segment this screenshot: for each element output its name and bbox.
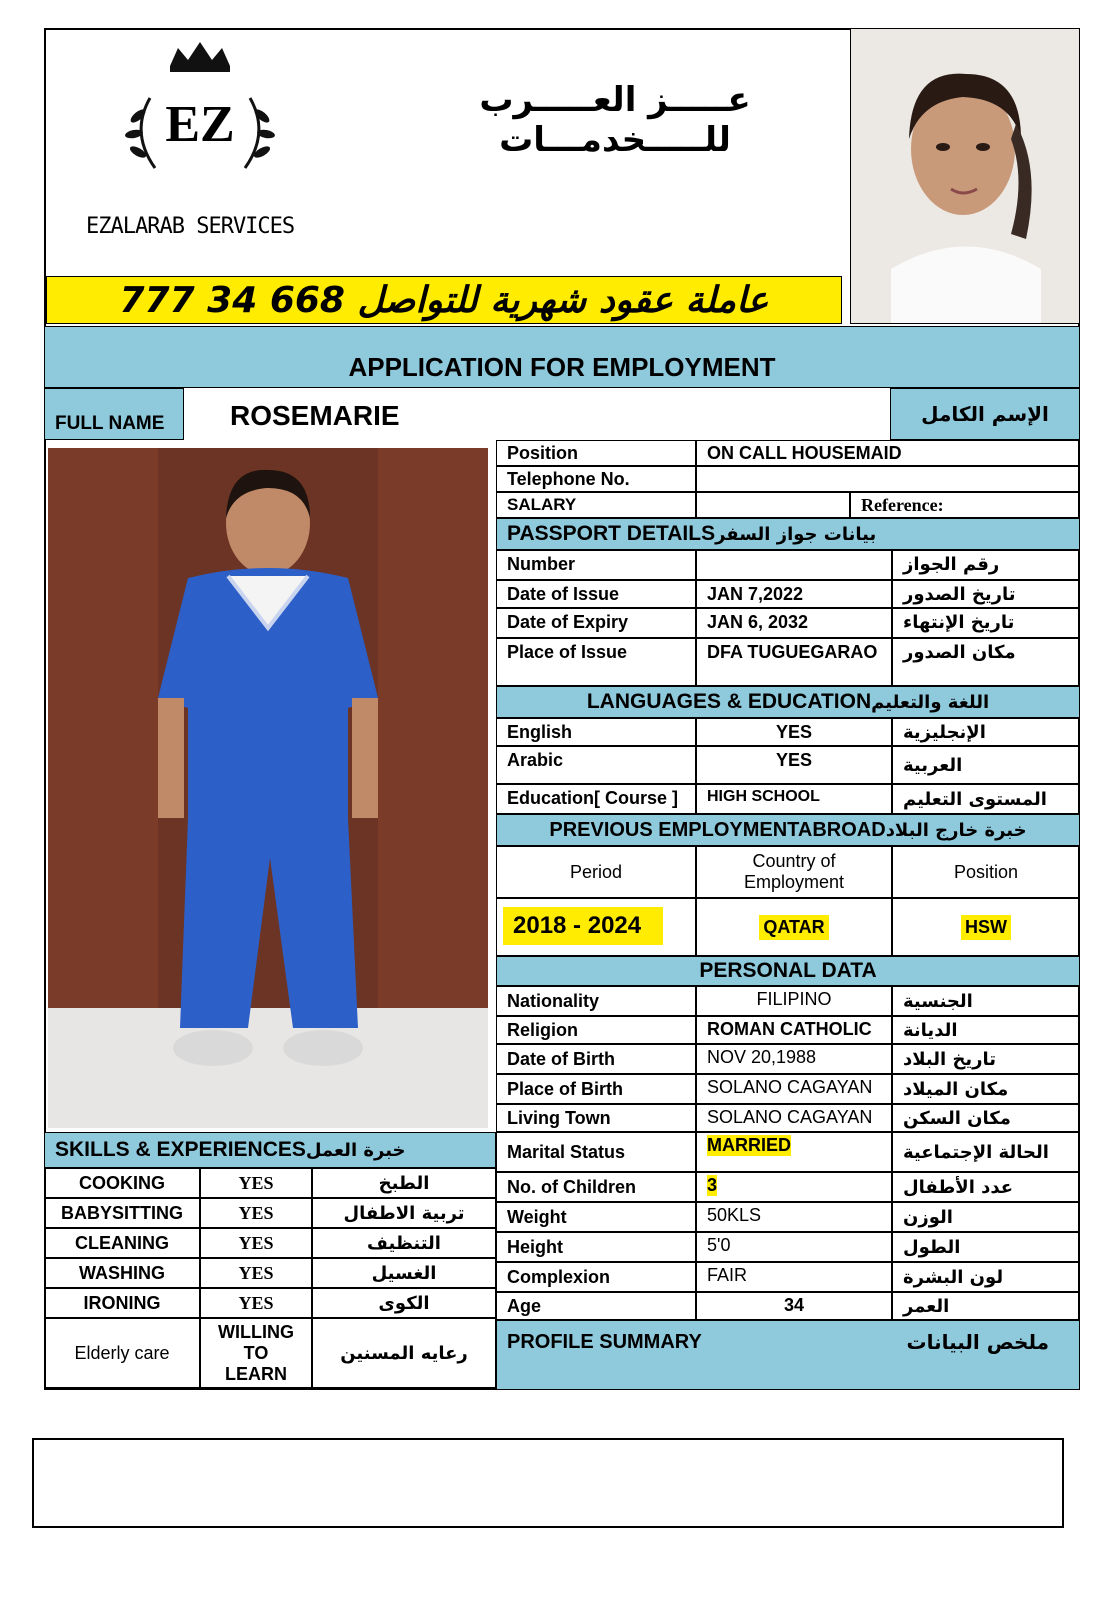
form-title: APPLICATION FOR EMPLOYMENT	[44, 326, 1080, 388]
passport-heading: PASSPORT DETAILS بيانات جواز السفر	[496, 518, 1080, 550]
skill-label: Elderly care	[44, 1318, 200, 1388]
profile-summary-label: PROFILE SUMMARY	[507, 1330, 702, 1353]
personal-value: 5'0	[696, 1232, 892, 1262]
personal-label: Place of Birth	[496, 1074, 696, 1104]
personal-value: 3	[696, 1172, 892, 1202]
skill-label-ar: الكوى	[312, 1288, 496, 1318]
skill-label: BABYSITTING	[44, 1198, 200, 1228]
bottom-notes-box	[32, 1438, 1064, 1528]
passport-label: Date of Expiry	[496, 608, 696, 638]
personal-value: SOLANO CAGAYAN	[696, 1074, 892, 1104]
skill-value: WILLING TO LEARN	[200, 1318, 312, 1388]
passport-label: Number	[496, 550, 696, 580]
period-value: 2018 - 2024	[503, 907, 663, 945]
personal-value: ROMAN CATHOLIC	[696, 1016, 892, 1044]
skill-label-ar: الطبخ	[312, 1168, 496, 1198]
contact-banner-text: عاملة عقود شهرية للتواصل 668 34 777	[119, 279, 769, 321]
personal-label: Weight	[496, 1202, 696, 1232]
passport-value	[696, 550, 892, 580]
personal-label: Complexion	[496, 1262, 696, 1292]
language-value: YES	[696, 718, 892, 746]
skill-label: WASHING	[44, 1258, 200, 1288]
passport-label: Date of Issue	[496, 580, 696, 608]
contact-banner	[46, 276, 842, 324]
personal-label-ar: الطول	[892, 1232, 1080, 1262]
full-name-label-ar: الإسم الكامل	[890, 388, 1080, 440]
company-name-en: EZALARAB SERVICES	[86, 214, 295, 239]
skill-label: CLEANING	[44, 1228, 200, 1258]
personal-value: FILIPINO	[696, 986, 892, 1016]
passport-value: JAN 7,2022	[696, 580, 892, 608]
personal-value: 34	[696, 1292, 892, 1320]
company-name-ar: عـــــز العـــــرب للـــــخدمـــات	[479, 80, 751, 160]
skill-label-ar: تربية الاطفال	[312, 1198, 496, 1228]
language-label: Arabic	[496, 746, 696, 784]
profile-summary	[496, 1320, 1080, 1390]
personal-value: 50KLS	[696, 1202, 892, 1232]
previous-employment-heading: PREVIOUS EMPLOYMENTABROAD خبرة خارج البلاد	[496, 814, 1080, 846]
position-cell	[892, 898, 1080, 956]
personal-label-ar: الديانة	[892, 1016, 1080, 1044]
personal-value: MARRIED	[696, 1132, 892, 1172]
col-period: Period	[496, 846, 696, 898]
personal-label-ar: مكان السكن	[892, 1104, 1080, 1132]
personal-label-ar: مكان الميلاد	[892, 1074, 1080, 1104]
personal-label-ar: الوزن	[892, 1202, 1080, 1232]
skill-value: YES	[200, 1258, 312, 1288]
language-label-ar: الإنجليزية	[892, 718, 1080, 746]
personal-label-ar: العمر	[892, 1292, 1080, 1320]
col-country: Country of Employment	[696, 846, 892, 898]
position-label: Position	[496, 440, 696, 466]
profile-summary-label-ar: ملخص البيانات	[906, 1330, 1049, 1354]
position-value: ON CALL HOUSEMAID	[696, 440, 1080, 466]
personal-label: Age	[496, 1292, 696, 1320]
passport-label-ar: تاريخ الصدور	[892, 580, 1080, 608]
personal-value: SOLANO CAGAYAN	[696, 1104, 892, 1132]
passport-label-ar: مكان الصدور	[892, 638, 1080, 686]
full-name-label: FULL NAME	[44, 388, 184, 440]
personal-label: Religion	[496, 1016, 696, 1044]
full-name-value: ROSEMARIE	[230, 400, 400, 431]
full-body-photo	[48, 448, 488, 1128]
passport-value: DFA TUGUEGARAO	[696, 638, 892, 686]
skill-label: COOKING	[44, 1168, 200, 1198]
language-label-ar: المستوى التعليم	[892, 784, 1080, 814]
personal-value: FAIR	[696, 1262, 892, 1292]
skill-label-ar: التنظيف	[312, 1228, 496, 1258]
personal-label: Height	[496, 1232, 696, 1262]
personal-label-ar: تاريخ البلاد	[892, 1044, 1080, 1074]
period-cell	[496, 898, 696, 956]
skill-label-ar: رعايه المسنين	[312, 1318, 496, 1388]
personal-label: Marital Status	[496, 1132, 696, 1172]
personal-data-heading: PERSONAL DATA	[496, 956, 1080, 986]
reference-label: Reference:	[850, 492, 1080, 518]
prev-position-value: HSW	[961, 915, 1011, 940]
personal-label-ar: الجنسية	[892, 986, 1080, 1016]
col-position: Position	[892, 846, 1080, 898]
personal-label: No. of Children	[496, 1172, 696, 1202]
skill-label-ar: الغسيل	[312, 1258, 496, 1288]
language-label: English	[496, 718, 696, 746]
country-cell	[696, 898, 892, 956]
personal-label: Nationality	[496, 986, 696, 1016]
skill-value: YES	[200, 1228, 312, 1258]
languages-heading: LANGUAGES & EDUCATION اللغة والتعليم	[496, 686, 1080, 718]
passport-label-ar: رقم الجواز	[892, 550, 1080, 580]
skill-label: IRONING	[44, 1288, 200, 1318]
salary-label: SALARY	[496, 492, 696, 518]
language-label-ar: العربية	[892, 746, 1080, 784]
personal-label-ar: لون البشرة	[892, 1262, 1080, 1292]
skill-value: YES	[200, 1198, 312, 1228]
portrait-photo	[850, 28, 1080, 324]
country-value: QATAR	[759, 915, 828, 940]
language-label: Education[ Course ]	[496, 784, 696, 814]
personal-label-ar: عدد الأطفال	[892, 1172, 1080, 1202]
personal-label: Living Town	[496, 1104, 696, 1132]
personal-label-ar: الحالة الإجتماعية	[892, 1132, 1080, 1172]
language-value: HIGH SCHOOL	[696, 784, 892, 814]
personal-label: Date of Birth	[496, 1044, 696, 1074]
passport-label: Place of Issue	[496, 638, 696, 686]
logo-monogram: EZ	[165, 96, 235, 153]
passport-label-ar: تاريخ الإنتهاء	[892, 608, 1080, 638]
skills-heading: SKILLS & EXPERIENCES خبرة العمل	[44, 1132, 496, 1168]
salary-value	[696, 492, 850, 518]
telephone-label: Telephone No.	[496, 466, 696, 492]
personal-value: NOV 20,1988	[696, 1044, 892, 1074]
telephone-value	[696, 466, 1080, 492]
skill-value: YES	[200, 1168, 312, 1198]
passport-value: JAN 6, 2032	[696, 608, 892, 638]
skill-value: YES	[200, 1288, 312, 1318]
language-value: YES	[696, 746, 892, 784]
